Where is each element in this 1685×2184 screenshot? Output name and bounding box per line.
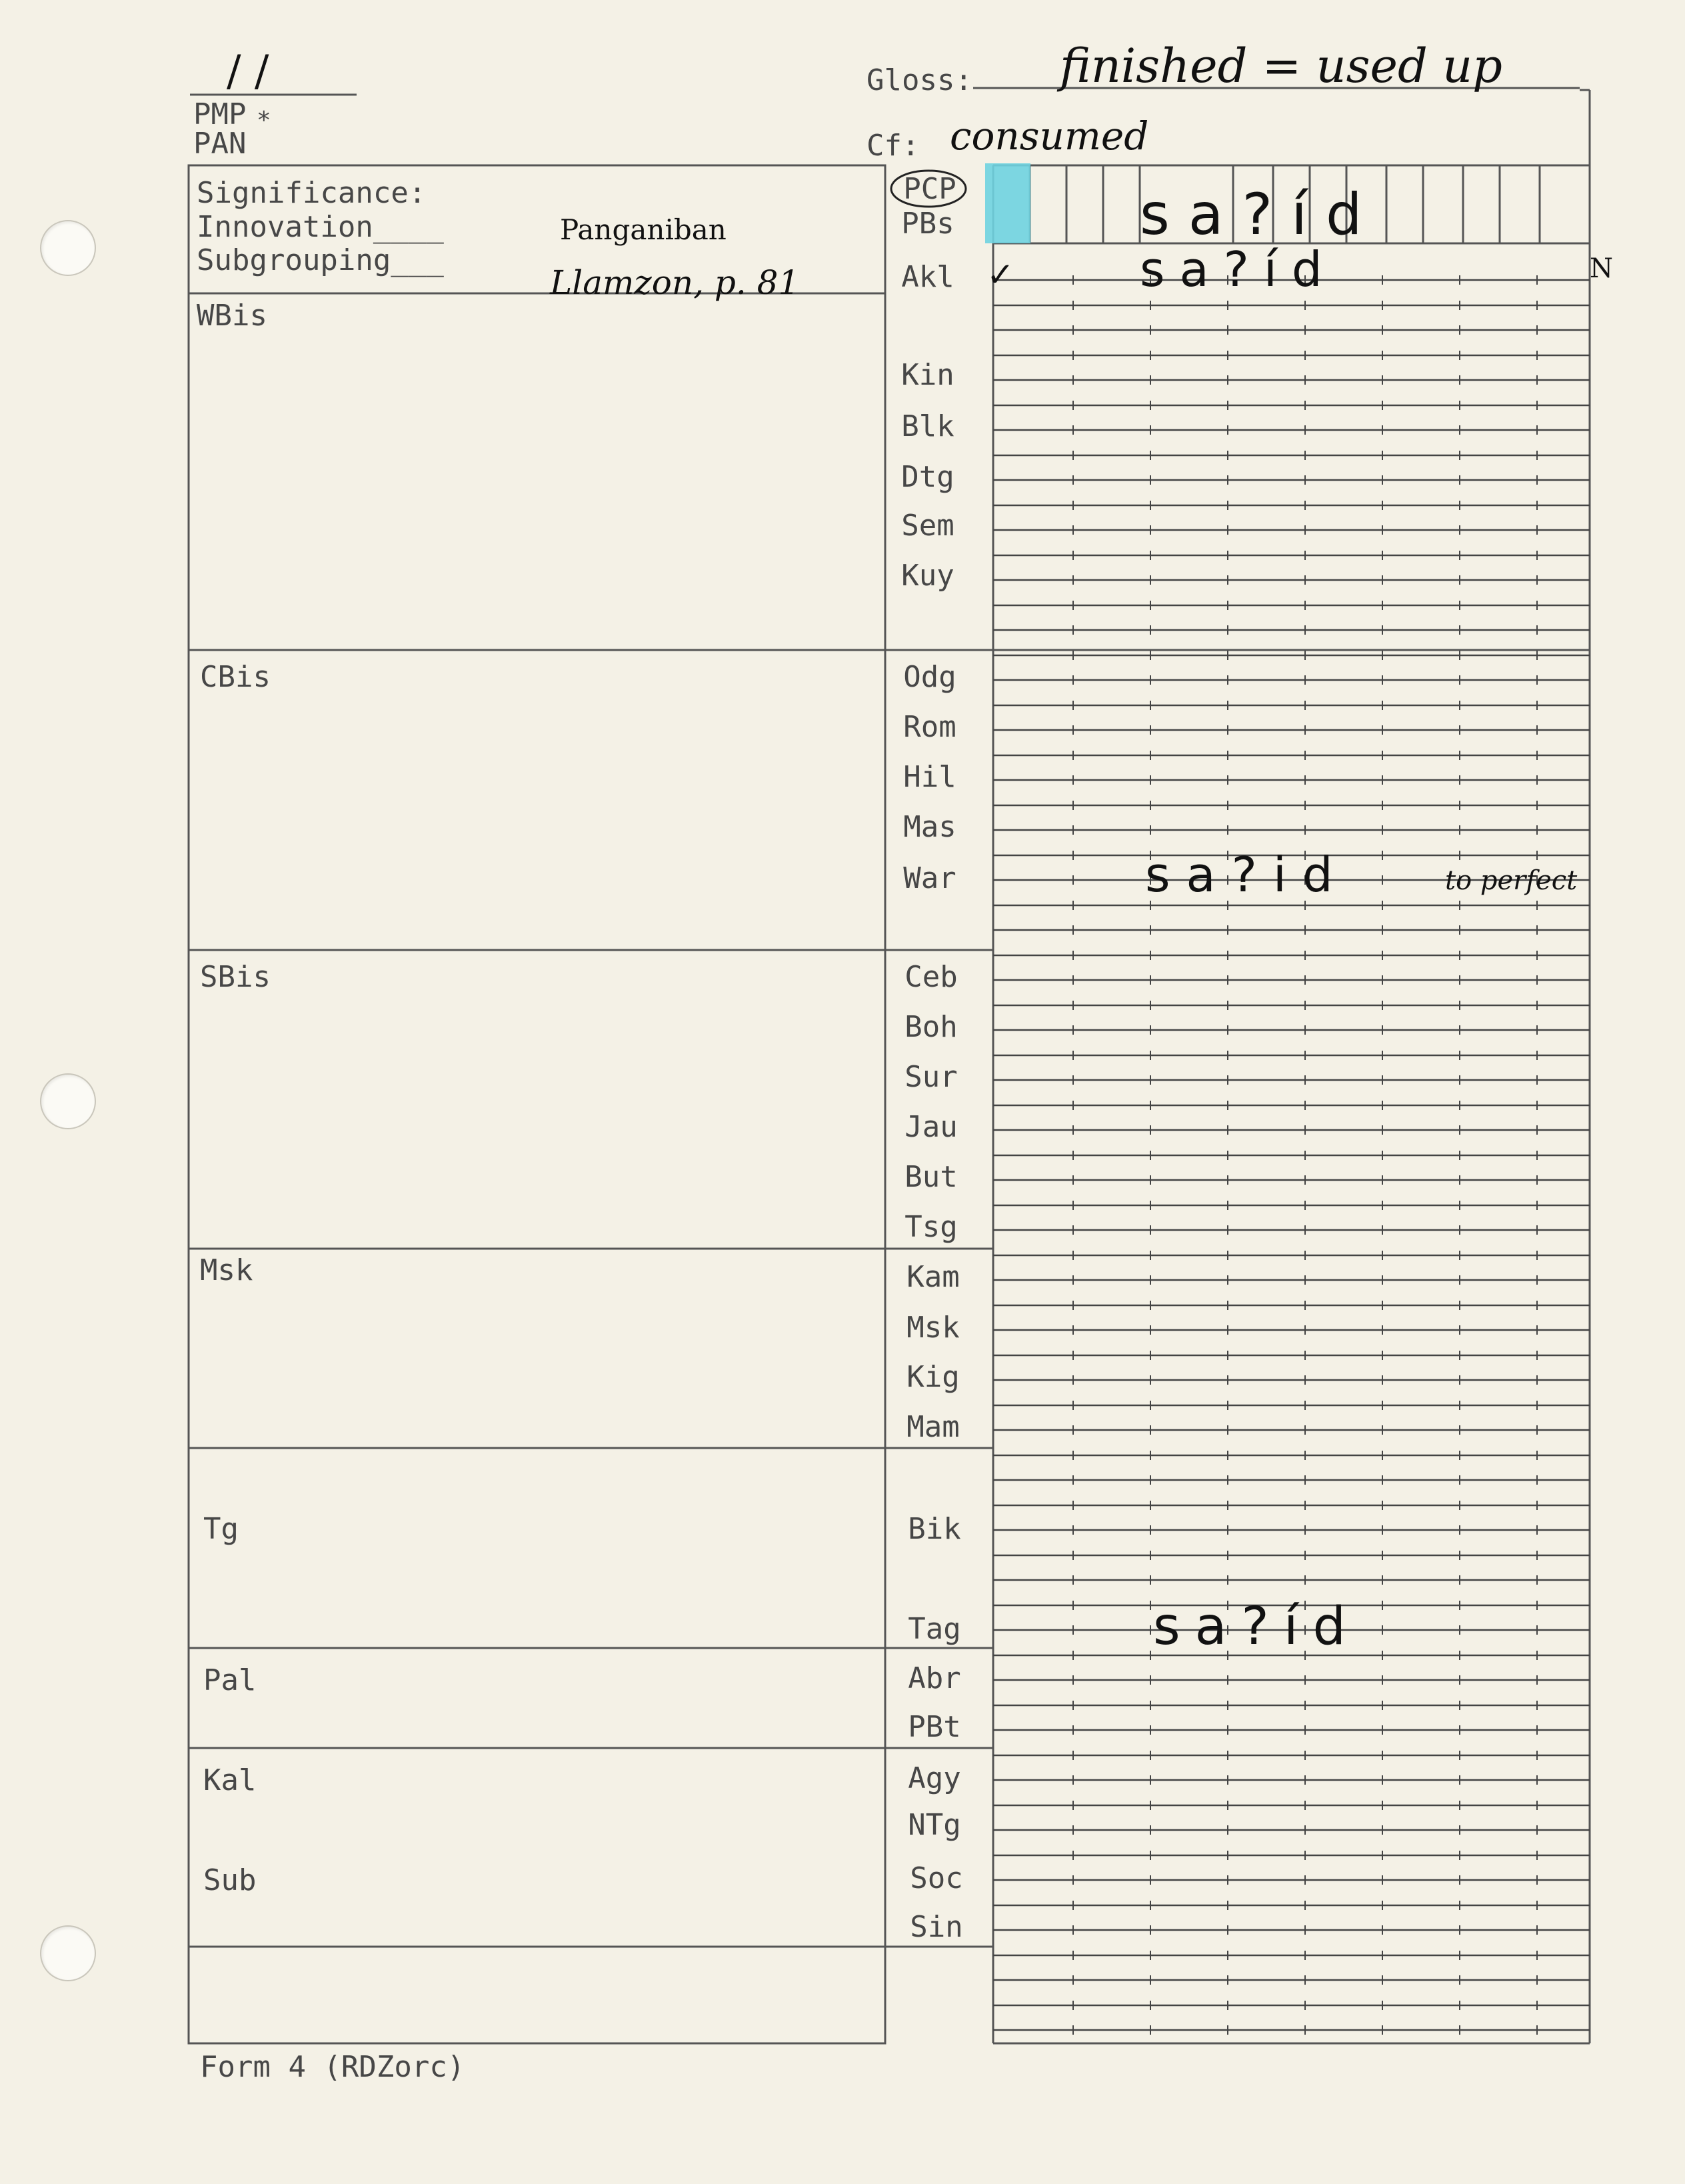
lang-rom: Rom [903,710,956,744]
lang-dtg: Dtg [901,460,954,494]
reference-note-2: Llamzon, p. 81 [550,263,800,302]
lang-jau: Jau [904,1110,958,1144]
lang-ceb: Ceb [904,960,958,994]
section-label-kal: Kal [203,1763,257,1797]
pmp-label: PMP [193,97,247,131]
section-label-tg: Tg [203,1512,239,1546]
lang-sin: Sin [910,1910,963,1944]
pan-label: PAN [193,127,247,161]
lang-odg: Odg [903,660,956,694]
lang-mam: Mam [906,1410,960,1444]
lang-sem: Sem [901,509,954,543]
akl-note: N [1590,253,1613,284]
akl-form: sa?íd [1140,241,1337,297]
lang-boh: Boh [904,1010,958,1044]
cf-value: consumed [950,113,1149,159]
tag-form: sa?íd [1153,1597,1361,1657]
lang-agy: Agy [908,1761,961,1795]
innovation-field: Innovation____ [197,210,444,244]
lang-but: But [904,1160,958,1194]
reference-note-1: Panganiban [560,213,727,246]
lang-tag: Tag [908,1612,961,1646]
lang-kin: Kin [901,358,954,392]
gloss-value: finished = used up [1060,39,1502,93]
pbs-form: sa?íd [1140,181,1381,248]
lang-mas: Mas [903,810,956,844]
form-label: Form 4 (RDZorc) [200,2050,465,2084]
lang-bik: Bik [908,1512,961,1546]
section-label-pal: Pal [203,1663,257,1697]
significance-title: Significance: [197,176,427,210]
lang-akl: Akl [901,260,954,294]
section-label-sbis: SBis [200,960,271,994]
war-gloss: to perfect [1445,865,1578,896]
lang-sur: Sur [904,1060,958,1094]
lang-soc: Soc [910,1861,963,1895]
akl-check: ✓ [986,255,1014,294]
lang-war: War [903,861,956,895]
lang-pcp: PCP [903,172,956,206]
lang-pbt: PBt [908,1710,961,1744]
war-form: sa?id [1145,847,1349,903]
lang-blk: Blk [901,409,954,443]
subgrouping-field: Subgrouping___ [197,243,444,277]
lang-kuy: Kuy [901,559,954,593]
section-label-sub: Sub [203,1863,257,1897]
lang-kam: Kam [906,1260,960,1294]
lang-ntg: NTg [908,1808,961,1842]
lang-msk: Msk [906,1311,960,1345]
lang-hil: Hil [903,760,956,794]
section-label-wbis: WBis [197,299,267,333]
lang-kig: Kig [906,1360,960,1394]
section-label-msk: Msk [200,1253,253,1287]
lang-pbs: PBs [901,207,954,241]
lang-abr: Abr [908,1661,961,1695]
gloss-label: Gloss: [866,63,972,97]
section-label-cbis: CBis [200,660,271,694]
slashes-mark: / / [227,47,269,96]
lang-tsg: Tsg [904,1210,958,1244]
cf-label: Cf: [866,129,920,163]
pmp-star: * [257,107,271,134]
